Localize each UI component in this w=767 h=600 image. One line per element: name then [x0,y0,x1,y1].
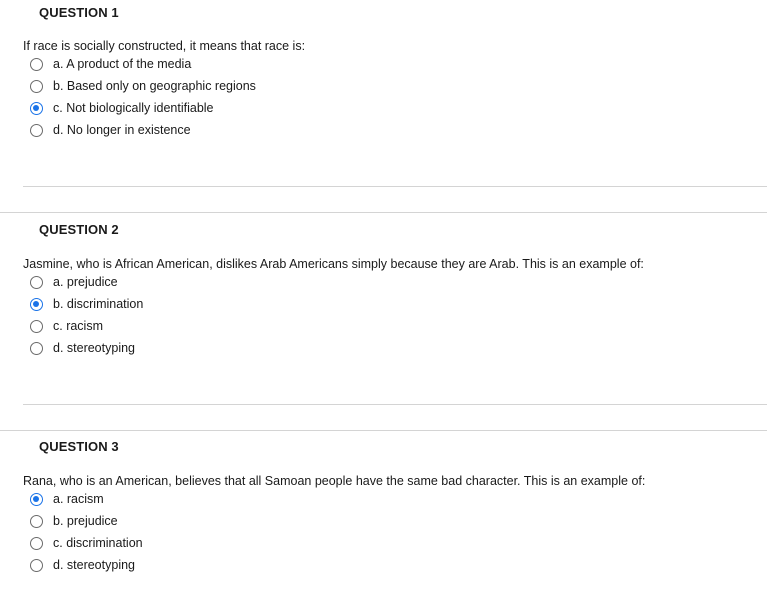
option-b[interactable] [30,294,143,314]
option-d[interactable] [30,338,135,358]
radio-button[interactable] [30,276,43,289]
question-divider [23,404,767,405]
radio-button[interactable] [30,320,43,333]
option-label: c. Not biologically identifiable [53,101,214,115]
radio-button[interactable] [30,58,43,71]
option-label: a. prejudice [53,275,118,289]
option-label: a. A product of the media [53,57,192,71]
option-label: d. No longer in existence [53,123,191,137]
option-a[interactable] [30,489,104,509]
radio-button[interactable] [30,124,43,137]
option-label: b. prejudice [53,514,118,528]
option-label: b. discrimination [53,297,144,311]
radio-button-selected[interactable] [30,493,43,506]
option-label: a. racism [53,492,104,506]
option-a[interactable] [30,272,118,292]
question-title: QUESTION 1 [39,5,119,20]
radio-button[interactable] [30,342,43,355]
option-a[interactable] [30,54,191,74]
option-label: b. Based only on geographic regions [53,79,256,93]
section-divider [0,212,767,213]
option-c[interactable] [30,316,103,336]
radio-button-selected[interactable] [30,298,43,311]
radio-button[interactable] [30,559,43,572]
radio-button[interactable] [30,515,43,528]
option-label: d. stereotyping [53,341,135,355]
radio-button[interactable] [30,537,43,550]
option-d[interactable] [30,555,135,575]
radio-button-selected[interactable] [30,102,43,115]
question-title: QUESTION 2 [39,222,119,237]
question-title: QUESTION 3 [39,439,119,454]
option-b[interactable] [30,511,118,531]
option-c[interactable] [30,98,214,118]
radio-button[interactable] [30,80,43,93]
section-divider [0,430,767,431]
question-text: Rana, who is an American, believes that all Samoan people have the same bad character. This is an example of: [23,474,646,488]
question-text: If race is socially constructed, it means that race is: [23,39,306,53]
question-text: Jasmine, who is African American, dislikes Arab Americans simply because they are Arab. This is an example of: [23,257,644,271]
option-label: c. discrimination [53,536,143,550]
option-label: c. racism [53,319,103,333]
option-d[interactable] [30,120,191,140]
question-divider [23,186,767,187]
option-b[interactable] [30,76,256,96]
option-label: d. stereotyping [53,558,135,572]
option-c[interactable] [30,533,143,553]
